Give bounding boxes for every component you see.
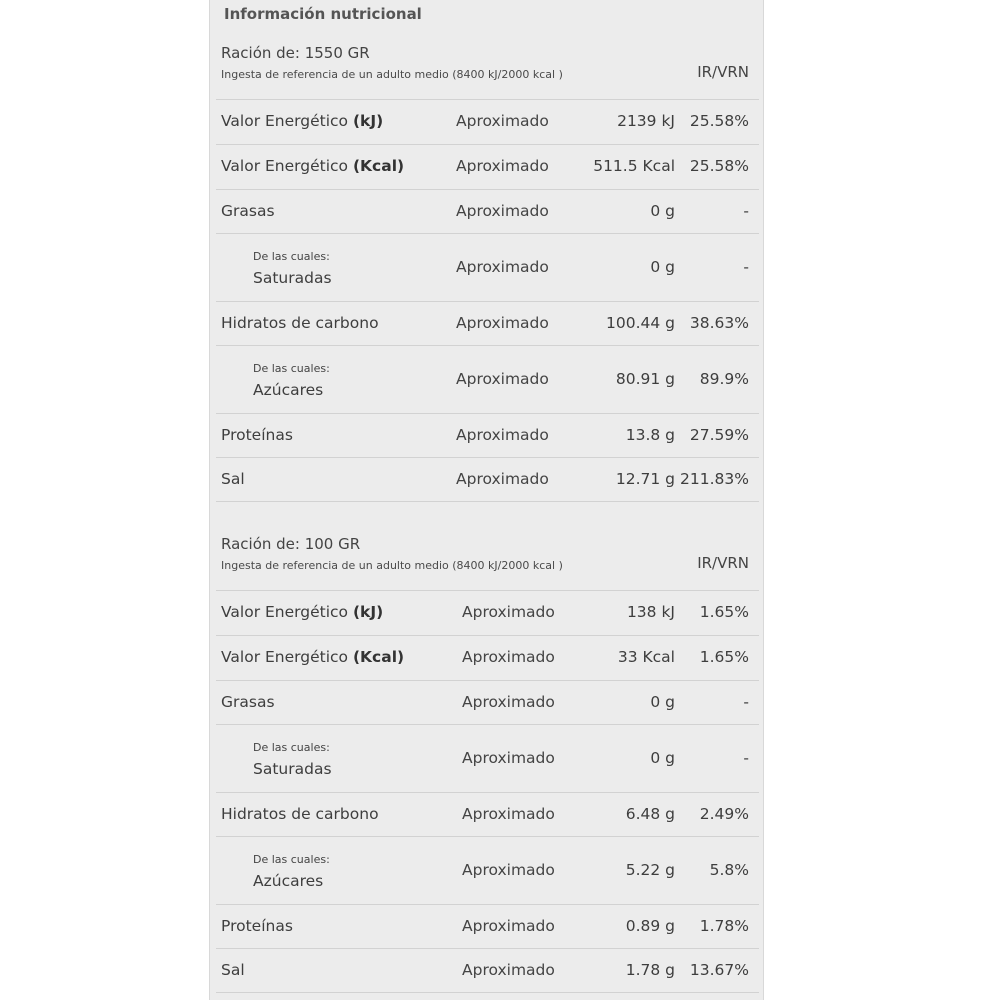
amount-value: 100.44 g <box>605 314 675 332</box>
amount-value: 13.8 g <box>625 426 675 444</box>
table-row <box>210 905 765 949</box>
table-row <box>210 636 765 680</box>
amount-value: 0 g <box>650 749 675 767</box>
approx-label: Aproximado <box>456 112 549 130</box>
amount-value: 2139 kJ <box>617 112 675 130</box>
unit-label: (kJ) <box>352 112 384 130</box>
percent-value: 89.9% <box>699 370 749 388</box>
approx-label: Aproximado <box>456 426 549 444</box>
approx-label: Aproximado <box>462 648 555 666</box>
approx-label: Aproximado <box>462 603 555 621</box>
nutrient-name: Sal <box>221 961 245 979</box>
panel-title: Información nutricional <box>224 5 422 23</box>
table-row <box>210 949 765 993</box>
percent-value: 13.67% <box>689 961 749 979</box>
amount-value: 6.48 g <box>625 805 675 823</box>
table-row <box>210 793 765 837</box>
sub-label: De las cuales: <box>253 853 330 866</box>
table-row <box>210 346 765 413</box>
unit-label: (kJ) <box>352 603 384 621</box>
unit-label: (Kcal) <box>352 648 405 666</box>
nutrition-table-100gr <box>210 535 765 1000</box>
nutrient-name: Valor Energético <box>221 157 349 175</box>
percent-value: 27.59% <box>689 426 749 444</box>
nutrient-name: Grasas <box>221 693 275 711</box>
percent-value: 38.63% <box>689 314 749 332</box>
divider <box>216 992 759 993</box>
amount-value: 138 kJ <box>626 603 675 621</box>
percent-value: 1.78% <box>699 917 749 935</box>
percent-value: 1.65% <box>699 648 749 666</box>
approx-label: Aproximado <box>462 805 555 823</box>
nutrient-name: Valor Energético <box>221 648 349 666</box>
serving-size: Ración de: 1550 GR <box>221 44 370 62</box>
approx-label: Aproximado <box>462 861 555 879</box>
table-row <box>210 414 765 458</box>
approx-label: Aproximado <box>462 749 555 767</box>
percent-value: 211.83% <box>680 470 749 488</box>
sub-label: De las cuales: <box>253 362 330 375</box>
percent-value: 5.8% <box>709 861 749 879</box>
table-row <box>210 681 765 725</box>
percent-value: - <box>743 258 749 276</box>
percent-value: 2.49% <box>699 805 749 823</box>
approx-label: Aproximado <box>462 693 555 711</box>
amount-value: 0 g <box>650 258 675 276</box>
table-row <box>210 234 765 301</box>
percent-value: - <box>743 693 749 711</box>
table-row <box>210 458 765 502</box>
percent-value: - <box>743 749 749 767</box>
table-row <box>210 100 765 144</box>
percent-value: 1.65% <box>699 603 749 621</box>
approx-label: Aproximado <box>456 470 549 488</box>
nutrition-panel <box>209 0 764 1000</box>
amount-value: 5.22 g <box>625 861 675 879</box>
approx-label: Aproximado <box>462 917 555 935</box>
nutrient-name: Valor Energético <box>221 603 349 621</box>
nutrient-name: Valor Energético <box>221 112 349 130</box>
nutrient-name: Proteínas <box>221 917 293 935</box>
nutrient-name: Azúcares <box>253 381 324 399</box>
amount-value: 1.78 g <box>625 961 675 979</box>
approx-label: Aproximado <box>462 961 555 979</box>
nutrient-name: Sal <box>221 470 245 488</box>
percent-value: 25.58% <box>689 157 749 175</box>
amount-value: 0 g <box>650 693 675 711</box>
divider <box>216 501 759 502</box>
approx-label: Aproximado <box>456 258 549 276</box>
table-row <box>210 837 765 904</box>
table-row <box>210 190 765 234</box>
nutrient-name: Proteínas <box>221 426 293 444</box>
nutrient-name: Grasas <box>221 202 275 220</box>
approx-label: Aproximado <box>456 314 549 332</box>
reference-intake: Ingesta de referencia de un adulto medio (8400 kJ/2000 kcal ) <box>221 68 563 81</box>
amount-value: 0 g <box>650 202 675 220</box>
nutrient-name: Saturadas <box>253 760 332 778</box>
table-row <box>210 725 765 792</box>
serving-size: Ración de: 100 GR <box>221 535 361 553</box>
table-row <box>210 302 765 346</box>
sub-label: De las cuales: <box>253 741 330 754</box>
amount-value: 33 Kcal <box>617 648 675 666</box>
table-row <box>210 591 765 635</box>
percent-value: - <box>743 202 749 220</box>
table-row <box>210 145 765 189</box>
sub-label: De las cuales: <box>253 250 330 263</box>
nutrient-name: Azúcares <box>253 872 324 890</box>
amount-value: 12.71 g <box>615 470 675 488</box>
unit-label: (Kcal) <box>352 157 405 175</box>
nutrient-name: Hidratos de carbono <box>221 314 379 332</box>
nutrient-name: Hidratos de carbono <box>221 805 379 823</box>
amount-value: 80.91 g <box>615 370 675 388</box>
irvrn-header: IR/VRN <box>697 554 749 572</box>
amount-value: 511.5 Kcal <box>593 157 675 175</box>
nutrition-table-1550gr <box>210 44 765 504</box>
amount-value: 0.89 g <box>625 917 675 935</box>
nutrient-name: Saturadas <box>253 269 332 287</box>
reference-intake: Ingesta de referencia de un adulto medio (8400 kJ/2000 kcal ) <box>221 559 563 572</box>
percent-value: 25.58% <box>689 112 749 130</box>
approx-label: Aproximado <box>456 157 549 175</box>
approx-label: Aproximado <box>456 370 549 388</box>
irvrn-header: IR/VRN <box>697 63 749 81</box>
approx-label: Aproximado <box>456 202 549 220</box>
